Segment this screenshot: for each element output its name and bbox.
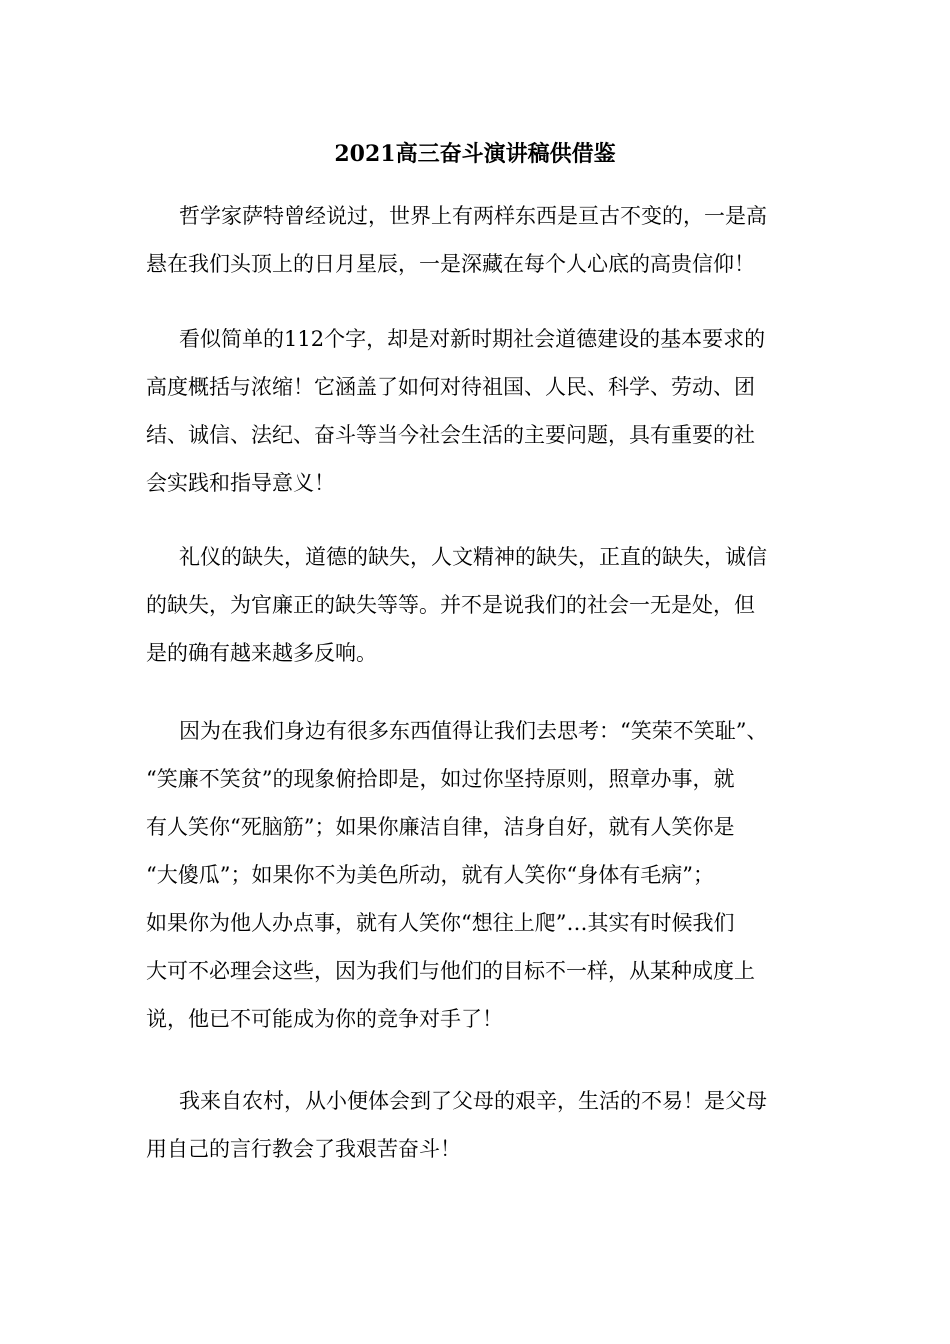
paragraph-line: “笑廉不笑贫”的现象俯拾即是，如过你坚持原则，照章办事，就 — [146, 767, 735, 791]
paragraph-line: 的缺失，为官廉正的缺失等等。并不是说我们的社会一无是处，但 — [146, 593, 755, 617]
paragraph-line: 会实践和指导意义！ — [146, 471, 335, 495]
paragraph-line: 看似简单的112个字，却是对新时期社会道德建设的基本要求的 — [179, 327, 766, 351]
paragraph-line: 高度概括与浓缩！它涵盖了如何对待祖国、人民、科学、劳动、团 — [146, 375, 755, 399]
paragraph-3 — [146, 533, 816, 677]
paragraph-line: 大可不必理会这些，因为我们与他们的目标不一样，从某种成度上 — [146, 959, 755, 983]
paragraph-2 — [146, 315, 816, 507]
paragraph-line: “大傻瓜”；如果你不为美色所动，就有人笑你“身体有毛病”； — [146, 863, 714, 887]
paragraph-line: 哲学家萨特曾经说过，世界上有两样东西是亘古不变的，一是高 — [179, 204, 767, 228]
paragraph-line: 有人笑你“死脑筋”；如果你廉洁自律，洁身自好，就有人笑你是 — [146, 815, 735, 839]
paragraph-1 — [146, 192, 816, 288]
paragraph-line: 用自己的言行教会了我艰苦奋斗！ — [146, 1137, 461, 1161]
paragraph-line: 礼仪的缺失，道德的缺失，人文精神的缺失，正直的缺失，诚信 — [179, 545, 767, 569]
paragraph-line: 因为在我们身边有很多东西值得让我们去思考：“笑荣不笑耻”、 — [179, 719, 768, 743]
paragraph-5 — [146, 1077, 816, 1173]
paragraph-line: 结、诚信、法纪、奋斗等当今社会生活的主要问题，具有重要的社 — [146, 423, 755, 447]
paragraph-line: 悬在我们头顶上的日月星辰，一是深藏在每个人心底的高贵信仰！ — [146, 252, 755, 276]
paragraph-line: 是的确有越来越多反响。 — [146, 641, 377, 665]
paragraph-4 — [146, 707, 816, 1043]
paragraph-line: 如果你为他人办点事，就有人笑你“想往上爬”…其实有时候我们 — [146, 911, 735, 935]
document-title: 2021高三奋斗演讲稿供借鉴 — [334, 141, 616, 167]
paragraph-line: 说，他已不可能成为你的竞争对手了！ — [146, 1007, 503, 1031]
paragraph-line: 我来自农村，从小便体会到了父母的艰辛，生活的不易！是父母 — [179, 1089, 767, 1113]
